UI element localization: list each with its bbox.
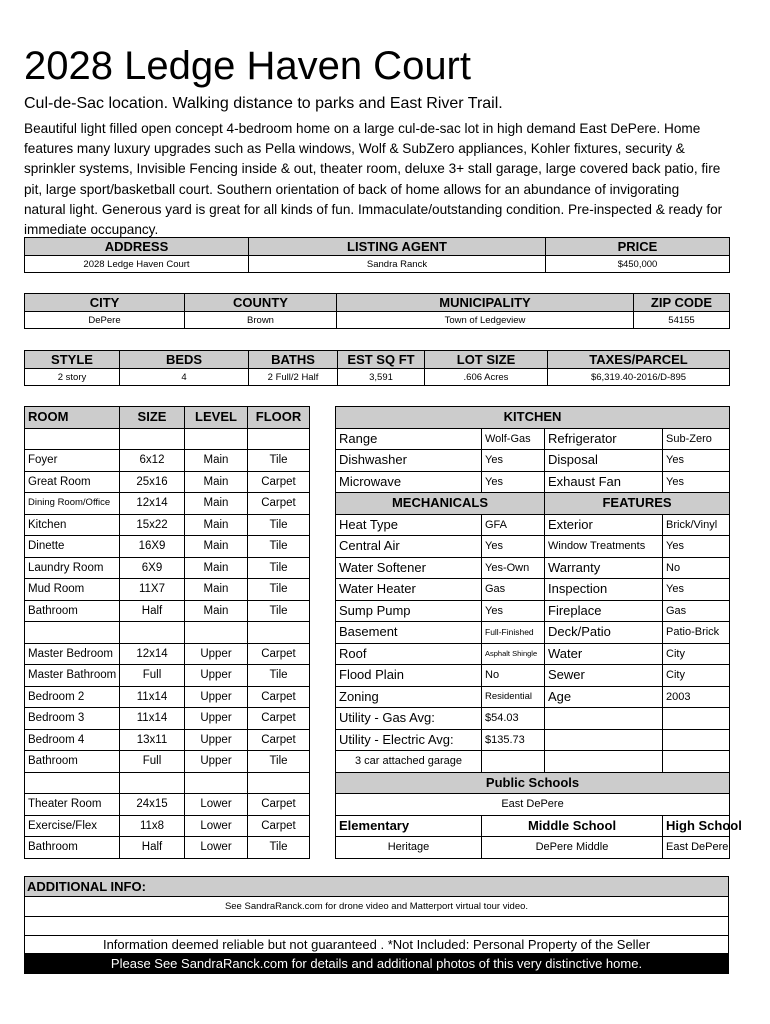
table-row	[25, 514, 310, 536]
listing-table	[24, 237, 730, 273]
item-label: Disposal	[545, 450, 663, 472]
item-label: Fireplace	[545, 600, 663, 622]
table-row	[336, 686, 730, 708]
item-label: Heat Type	[336, 514, 482, 536]
item-value	[663, 751, 730, 773]
sqft-value: 3,591	[338, 369, 425, 386]
item-value: No	[482, 665, 545, 687]
taxes-value: $6,319.40-2016/D-895	[548, 369, 730, 386]
room-name: Bedroom 4	[25, 729, 120, 751]
level-header: LEVEL	[185, 407, 248, 429]
room-floor: Carpet	[248, 729, 310, 751]
item-label: Basement	[336, 622, 482, 644]
school-district: East DePere	[336, 794, 730, 816]
floor-header: FLOOR	[248, 407, 310, 429]
middle-school-label: Middle School	[482, 815, 663, 837]
item-value: Yes-Own	[482, 557, 545, 579]
room-level: Lower	[185, 815, 248, 837]
room-name: Theater Room	[25, 794, 120, 816]
item-value: Wolf-Gas	[482, 428, 545, 450]
style-header: STYLE	[25, 351, 120, 369]
table-row	[25, 643, 310, 665]
public-schools-header: Public Schools	[336, 772, 730, 794]
item-label	[545, 729, 663, 751]
room-level: Upper	[185, 686, 248, 708]
item-value: $54.03	[482, 708, 545, 730]
item-label: Age	[545, 686, 663, 708]
table-row	[336, 471, 730, 493]
sqft-header: EST SQ FT	[338, 351, 425, 369]
high-school-name: East DePere	[663, 837, 730, 859]
room-name: Kitchen	[25, 514, 120, 536]
room-floor: Tile	[248, 579, 310, 601]
item-value: Brick/Vinyl	[663, 514, 730, 536]
room-size: 6x12	[120, 450, 185, 472]
room-level	[185, 622, 248, 644]
table-row	[25, 708, 310, 730]
room-floor: Carpet	[248, 815, 310, 837]
room-floor: Tile	[248, 450, 310, 472]
room-header: ROOM	[25, 407, 120, 429]
table-row	[336, 600, 730, 622]
address-value: 2028 Ledge Haven Court	[25, 256, 249, 273]
beds-header: BEDS	[120, 351, 249, 369]
room-size: Full	[120, 665, 185, 687]
high-school-label: High School	[663, 815, 730, 837]
item-value: Asphalt Shingle	[482, 643, 545, 665]
room-name: Great Room	[25, 471, 120, 493]
item-label: Sump Pump	[336, 600, 482, 622]
beds-value: 4	[120, 369, 249, 386]
item-value: Yes	[663, 450, 730, 472]
item-label: Refrigerator	[545, 428, 663, 450]
item-label: Water Softener	[336, 557, 482, 579]
table-row	[336, 557, 730, 579]
room-name	[25, 772, 120, 794]
property-title: 2028 Ledge Haven Court	[24, 44, 471, 88]
room-level: Main	[185, 579, 248, 601]
item-value: No	[663, 557, 730, 579]
room-level: Main	[185, 600, 248, 622]
room-floor: Tile	[248, 514, 310, 536]
room-level: Upper	[185, 751, 248, 773]
details-table	[335, 406, 742, 859]
item-label: Microwave	[336, 471, 482, 493]
room-level: Lower	[185, 794, 248, 816]
table-row	[25, 686, 310, 708]
room-level: Upper	[185, 708, 248, 730]
item-label: Zoning	[336, 686, 482, 708]
room-floor	[248, 622, 310, 644]
room-level: Main	[185, 471, 248, 493]
table-row	[25, 622, 310, 644]
additional-info-blank	[25, 917, 729, 936]
table-row	[25, 600, 310, 622]
footer-banner: Please See SandraRanck.com for details and additional photos of this very distinctive home.	[25, 954, 729, 974]
room-floor	[248, 428, 310, 450]
lot-size-value: .606 Acres	[425, 369, 548, 386]
specs-table	[24, 350, 730, 386]
room-name: Exercise/Flex	[25, 815, 120, 837]
item-value: $135.73	[482, 729, 545, 751]
table-row	[336, 665, 730, 687]
table-row	[25, 428, 310, 450]
room-size: 6X9	[120, 557, 185, 579]
room-floor: Tile	[248, 665, 310, 687]
item-label: Roof	[336, 643, 482, 665]
features-header: FEATURES	[545, 493, 730, 515]
listing-agent-value: Sandra Ranck	[249, 256, 546, 273]
lot-size-header: LOT SIZE	[425, 351, 548, 369]
zip-value: 54155	[634, 312, 730, 329]
room-name	[25, 428, 120, 450]
additional-info-table	[24, 876, 729, 974]
item-label: Deck/Patio	[545, 622, 663, 644]
additional-info-header: ADDITIONAL INFO:	[25, 877, 729, 897]
taxes-header: TAXES/PARCEL	[548, 351, 730, 369]
table-row	[336, 751, 730, 773]
item-value: Yes	[663, 471, 730, 493]
item-label: Exterior	[545, 514, 663, 536]
room-name	[25, 622, 120, 644]
municipality-value: Town of Ledgeview	[337, 312, 634, 329]
item-value	[663, 708, 730, 730]
room-level	[185, 428, 248, 450]
mechanicals-header: MECHANICALS	[336, 493, 545, 515]
rooms-table	[24, 406, 310, 859]
room-level: Main	[185, 514, 248, 536]
table-row	[336, 428, 730, 450]
room-floor: Tile	[248, 751, 310, 773]
table-row	[336, 536, 730, 558]
room-name: Master Bathroom	[25, 665, 120, 687]
city-header: CITY	[25, 294, 185, 312]
elementary-name: Heritage	[336, 837, 482, 859]
item-value: 2003	[663, 686, 730, 708]
room-level: Main	[185, 557, 248, 579]
item-label: Sewer	[545, 665, 663, 687]
room-size: 24x15	[120, 794, 185, 816]
room-name: Dining Room/Office	[25, 493, 120, 515]
table-row	[25, 450, 310, 472]
room-name: Foyer	[25, 450, 120, 472]
room-name: Bathroom	[25, 837, 120, 859]
disclaimer-text: Information deemed reliable but not guaranteed . *Not Included: Personal Property of the Seller	[25, 936, 729, 954]
item-value: GFA	[482, 514, 545, 536]
table-row	[336, 729, 730, 751]
municipality-header: MUNICIPALITY	[337, 294, 634, 312]
item-value: Yes	[482, 450, 545, 472]
address-header: ADDRESS	[25, 238, 249, 256]
room-floor: Tile	[248, 600, 310, 622]
room-name: Bathroom	[25, 751, 120, 773]
table-row	[25, 557, 310, 579]
room-floor: Carpet	[248, 794, 310, 816]
room-floor: Carpet	[248, 708, 310, 730]
room-size: Half	[120, 600, 185, 622]
room-size: 11x14	[120, 686, 185, 708]
room-size	[120, 772, 185, 794]
room-level: Main	[185, 536, 248, 558]
table-row	[25, 729, 310, 751]
item-value: Patio-Brick	[663, 622, 730, 644]
additional-info-note: See SandraRanck.com for drone video and Matterport virtual tour video.	[25, 897, 729, 917]
room-floor: Carpet	[248, 471, 310, 493]
item-value: Gas	[482, 579, 545, 601]
room-floor: Tile	[248, 837, 310, 859]
room-name: Bathroom	[25, 600, 120, 622]
item-value: Yes	[482, 471, 545, 493]
room-floor: Carpet	[248, 686, 310, 708]
item-value: Residential	[482, 686, 545, 708]
item-label	[545, 708, 663, 730]
item-value	[663, 729, 730, 751]
table-row	[25, 665, 310, 687]
room-size: 12x14	[120, 643, 185, 665]
room-size: 25x16	[120, 471, 185, 493]
baths-value: 2 Full/2 Half	[249, 369, 338, 386]
item-label: Exhaust Fan	[545, 471, 663, 493]
room-name: Bedroom 2	[25, 686, 120, 708]
item-value: Yes	[482, 600, 545, 622]
room-level: Upper	[185, 643, 248, 665]
table-row	[336, 579, 730, 601]
room-floor	[248, 772, 310, 794]
room-size: 11x8	[120, 815, 185, 837]
room-size: 13x11	[120, 729, 185, 751]
room-floor: Tile	[248, 536, 310, 558]
item-label: Utility - Gas Avg:	[336, 708, 482, 730]
table-row	[25, 751, 310, 773]
room-name: Mud Room	[25, 579, 120, 601]
item-value: Sub-Zero	[663, 428, 730, 450]
county-header: COUNTY	[185, 294, 337, 312]
property-description: Beautiful light filled open concept 4-bedroom home on a large cul-de-sac lot in high demand East DePere. Home features many luxury upgrades such as Pella windows, Wolf & SubZero appliances, Kohler fixtures, security & sprinkler systems, Invisible Fencing inside & out, theater room, deluxe 3+ stall garage, large covered back patio, fire pit, large sport/basketball court. Southern orientation of back of home allows for an abundance of invigorating natural light. Generous yard is great for all kinds of fun. Immaculate/outstanding condition. Pre-inspected & ready for immediate occupancy.	[24, 121, 723, 238]
item-label: Water Heater	[336, 579, 482, 601]
room-size: 11x14	[120, 708, 185, 730]
property-subtitle: Cul-de-Sac location. Walking distance to parks and East River Trail.	[24, 95, 503, 112]
item-value: City	[663, 665, 730, 687]
table-row	[336, 450, 730, 472]
item-label: 3 car attached garage	[336, 751, 482, 773]
room-level: Main	[185, 450, 248, 472]
item-value: Yes	[482, 536, 545, 558]
table-row	[25, 772, 310, 794]
elementary-label: Elementary	[336, 815, 482, 837]
location-table	[24, 293, 730, 329]
item-value	[482, 751, 545, 773]
item-label: Inspection	[545, 579, 663, 601]
county-value: Brown	[185, 312, 337, 329]
item-label: Flood Plain	[336, 665, 482, 687]
price-value: $450,000	[546, 256, 730, 273]
middle-school-name: DePere Middle	[482, 837, 663, 859]
table-row	[25, 579, 310, 601]
room-size: Half	[120, 837, 185, 859]
table-row	[336, 622, 730, 644]
item-label: Window Treatments	[545, 536, 663, 558]
item-label: Utility - Electric Avg:	[336, 729, 482, 751]
table-row	[25, 794, 310, 816]
price-header: PRICE	[546, 238, 730, 256]
room-level: Upper	[185, 665, 248, 687]
room-floor: Carpet	[248, 643, 310, 665]
room-name: Dinette	[25, 536, 120, 558]
item-value: Full-Finished	[482, 622, 545, 644]
table-row	[25, 493, 310, 515]
room-size: 16X9	[120, 536, 185, 558]
table-row	[336, 514, 730, 536]
item-value: Yes	[663, 579, 730, 601]
item-value: Yes	[663, 536, 730, 558]
room-size	[120, 428, 185, 450]
table-row	[25, 815, 310, 837]
table-row	[336, 643, 730, 665]
room-size	[120, 622, 185, 644]
table-row	[336, 708, 730, 730]
item-label	[545, 751, 663, 773]
room-size: Full	[120, 751, 185, 773]
room-name: Bedroom 3	[25, 708, 120, 730]
zip-header: ZIP CODE	[634, 294, 730, 312]
room-size: 11X7	[120, 579, 185, 601]
room-level: Main	[185, 493, 248, 515]
item-label: Range	[336, 428, 482, 450]
room-level	[185, 772, 248, 794]
room-name: Laundry Room	[25, 557, 120, 579]
room-size: 12x14	[120, 493, 185, 515]
room-floor: Carpet	[248, 493, 310, 515]
size-header: SIZE	[120, 407, 185, 429]
room-floor: Tile	[248, 557, 310, 579]
kitchen-header: KITCHEN	[336, 407, 730, 429]
item-value: Gas	[663, 600, 730, 622]
listing-agent-header: LISTING AGENT	[249, 238, 546, 256]
room-name: Master Bedroom	[25, 643, 120, 665]
item-label: Central Air	[336, 536, 482, 558]
city-value: DePere	[25, 312, 185, 329]
item-label: Warranty	[545, 557, 663, 579]
table-row	[25, 471, 310, 493]
room-level: Upper	[185, 729, 248, 751]
item-value: City	[663, 643, 730, 665]
item-label: Water	[545, 643, 663, 665]
style-value: 2 story	[25, 369, 120, 386]
room-level: Lower	[185, 837, 248, 859]
table-row	[25, 837, 310, 859]
room-size: 15x22	[120, 514, 185, 536]
baths-header: BATHS	[249, 351, 338, 369]
table-row	[25, 536, 310, 558]
item-label: Dishwasher	[336, 450, 482, 472]
